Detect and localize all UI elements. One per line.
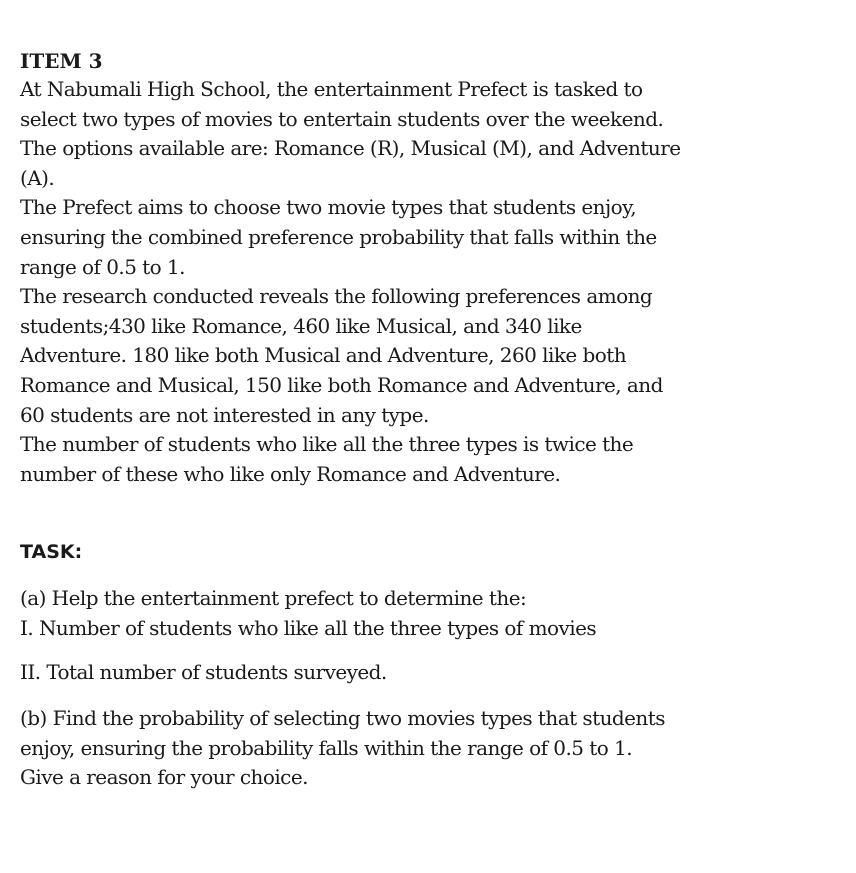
- statement-line: number of these who like only Romance and Adventure.: [20, 461, 561, 486]
- statement-line: Adventure. 180 like both Musical and Adventure, 260 like both: [20, 343, 627, 368]
- statement-line: The number of students who like all the three types is twice the: [20, 432, 634, 457]
- question-line: II. Total number of students surveyed.: [20, 660, 387, 684]
- statement-line: 60 students are not interested in any type.: [20, 402, 429, 427]
- statement-line: select two types of movies to entertain students over the weekend.: [20, 106, 664, 131]
- statement-line: At Nabumali High School, the entertainment Prefect is tasked to: [20, 77, 643, 101]
- statement-line: range of 0.5 to 1.: [20, 254, 185, 279]
- question-part-b: [20, 704, 665, 793]
- question-line: I. Number of students who like all the three types of movies: [20, 615, 597, 640]
- question-line: (a) Help the entertainment prefect to determine the:: [20, 586, 527, 610]
- question-part-a: [20, 584, 596, 643]
- statement-line: The options available are: Romance (R), Musical (M), and Adventure: [20, 136, 681, 161]
- question-part-a-ii: [20, 658, 387, 688]
- statement-line: The research conducted reveals the following preferences among: [20, 284, 653, 309]
- item-title: ITEM 3: [20, 49, 103, 73]
- question-line: Give a reason for your choice.: [20, 765, 308, 790]
- statement-line: students;430 like Romance, 460 like Musical, and 340 like: [20, 313, 582, 338]
- statement-line: ensuring the combined preference probability that falls within the: [20, 224, 657, 249]
- task-title: TASK:: [20, 541, 83, 563]
- question-line: enjoy, ensuring the probability falls within the range of 0.5 to 1.: [20, 735, 633, 760]
- question-line: (b) Find the probability of selecting two movies types that students: [20, 706, 665, 730]
- statement-line: (A).: [20, 165, 55, 190]
- statement-line: The Prefect aims to choose two movie types that students enjoy,: [20, 195, 637, 220]
- statement-line: Romance and Musical, 150 like both Romance and Adventure, and: [20, 372, 663, 397]
- problem-statement: [20, 75, 681, 489]
